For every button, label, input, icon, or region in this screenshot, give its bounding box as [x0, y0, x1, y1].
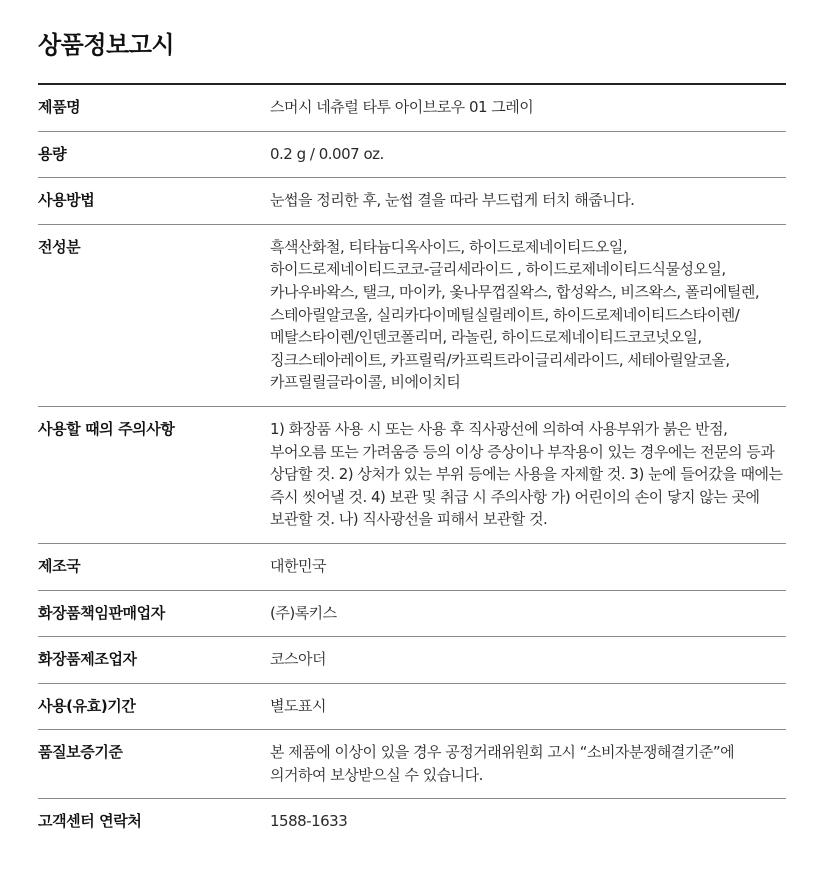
row-value: 코스아더 [270, 650, 326, 669]
row-value: 본 제품에 이상이 있을 경우 공정거래위원회 고시 “소비자분쟁해결기준”에 의거하여 보상받으실 수 있습니다. [270, 743, 735, 784]
row-label: 사용할 때의 주의사항 [38, 419, 175, 438]
row-label: 사용방법 [38, 191, 95, 210]
table-row-usage [38, 178, 786, 225]
row-label: 사용(유효)기간 [38, 696, 136, 715]
table-row-quality-guarantee [38, 730, 786, 799]
table-row-country [38, 544, 786, 591]
row-label: 제품명 [38, 98, 81, 116]
row-label: 전성분 [38, 237, 81, 256]
row-value: 별도표시 [270, 696, 326, 715]
row-value: 대한민국 [270, 556, 326, 575]
page-title: 상품정보고시 [38, 31, 175, 59]
row-value: 0.2 g / 0.007 oz. [270, 144, 384, 163]
row-label: 제조국 [38, 556, 81, 575]
row-value: 흑색산화철, 티타늄디옥사이드, 하이드로제네이티드오일, 하이드로제네이티드코코-글리세라이드 , 하이드로제네이티드식물성오일, 카나우바왁스, 탤크, 마이카, 옻나무껍질왁스, 합성왁스, 비즈왁스, 폴리에틸렌, 스테아릴알코올, 실리카다이메틸실릴레이트, 하이드로제네이티드스타이렌/메탈스타이렌/인덴코폴리머, 라놀린, 하이드로제네이티드코코넛오일, 징크스테아레이트, 카프릴릭/카프릭트라이글리세라이드, 세테아릴알코올, 카프릴릴글라이콜, 비에이치티 [270, 237, 760, 392]
row-label: 품질보증기준 [38, 743, 123, 762]
row-label: 화장품제조업자 [38, 650, 137, 669]
table-row-manufacturer [38, 637, 786, 684]
product-info-table [38, 83, 786, 845]
row-label: 용량 [38, 144, 67, 163]
row-value: 1) 화장품 사용 시 또는 사용 후 직사광선에 의하여 사용부위가 붉은 반점, 부어오름 또는 가려움증 등의 이상 증상이나 부작용이 있는 경우에는 전문의 등과 상담할 것. 2) 상처가 있는 부위 등에는 사용을 자제할 것. 3) 눈에 들어갔을 때에는 즉시 씻어낼 것. 4) 보관 및 취급 시 주의사항 가) 어린이의 손이 닿지 않는 곳에 보관할 것. 나) 직사광선을 피해서 보관할 것. [270, 419, 783, 529]
row-value: 1588-1633 [270, 812, 348, 831]
row-value: 스머시 네츄럴 타투 아이브로우 01 그레이 [270, 98, 534, 116]
table-row-precautions [38, 407, 786, 544]
table-row-seller [38, 591, 786, 638]
table-row-ingredients [38, 225, 786, 407]
table-row-expiry [38, 684, 786, 731]
row-value: 눈썹을 정리한 후, 눈썹 결을 따라 부드럽게 터치 해줍니다. [270, 191, 635, 210]
row-label: 고객센터 연락처 [38, 812, 142, 831]
row-label: 화장품책임판매업자 [38, 603, 165, 622]
table-row-customer-center [38, 799, 786, 845]
table-row-volume [38, 132, 786, 179]
row-value: (주)록키스 [270, 603, 337, 622]
table-row-product-name [38, 85, 786, 132]
